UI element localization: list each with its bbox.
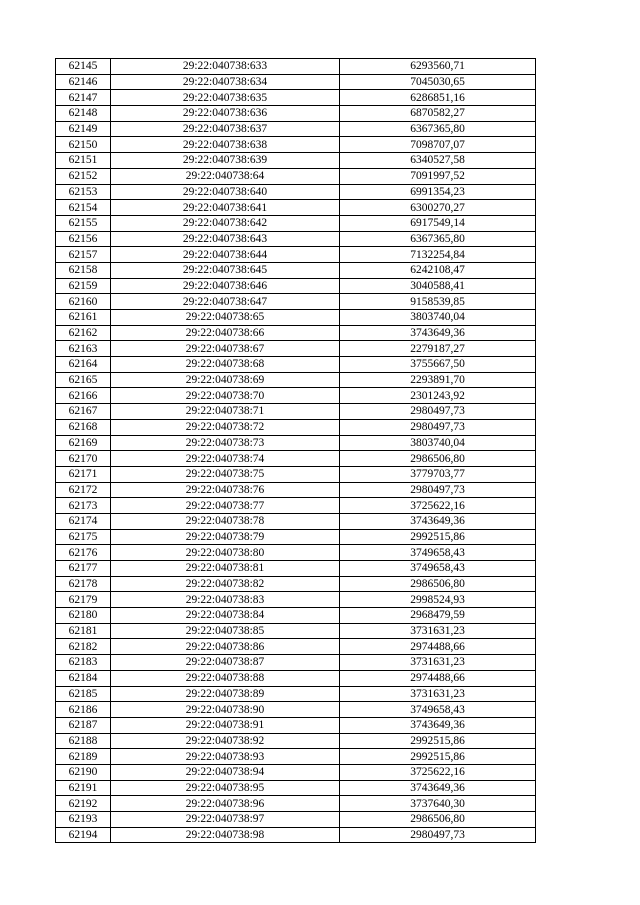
- table-row: [56, 294, 536, 310]
- cadastral-number-cell: 29:22:040738:93: [111, 749, 340, 765]
- row-number-cell: 62172: [56, 482, 111, 498]
- cadastral-number-cell: 29:22:040738:639: [111, 153, 340, 169]
- row-number-cell: 62193: [56, 812, 111, 828]
- cadastral-number-cell: 29:22:040738:637: [111, 121, 340, 137]
- table-row: [56, 357, 536, 373]
- cadastral-number-cell: 29:22:040738:634: [111, 74, 340, 90]
- table-row: [56, 529, 536, 545]
- cadastral-number-cell: 29:22:040738:68: [111, 357, 340, 373]
- table-row: [56, 341, 536, 357]
- row-number-cell: 62157: [56, 247, 111, 263]
- cadastral-number-cell: 29:22:040738:647: [111, 294, 340, 310]
- cadastral-number-cell: 29:22:040738:86: [111, 639, 340, 655]
- value-cell: 3731631,23: [340, 623, 536, 639]
- cadastral-number-cell: 29:22:040738:69: [111, 372, 340, 388]
- row-number-cell: 62149: [56, 121, 111, 137]
- row-number-cell: 62192: [56, 796, 111, 812]
- cadastral-number-cell: 29:22:040738:64: [111, 168, 340, 184]
- value-cell: 3725622,16: [340, 498, 536, 514]
- value-cell: 6293560,71: [340, 59, 536, 75]
- cadastral-number-cell: 29:22:040738:73: [111, 435, 340, 451]
- value-cell: 3755667,50: [340, 357, 536, 373]
- value-cell: 3803740,04: [340, 310, 536, 326]
- cadastral-number-cell: 29:22:040738:72: [111, 419, 340, 435]
- table-row: [56, 451, 536, 467]
- value-cell: 2986506,80: [340, 576, 536, 592]
- table-body: [56, 59, 536, 843]
- row-number-cell: 62183: [56, 655, 111, 671]
- row-number-cell: 62170: [56, 451, 111, 467]
- value-cell: 6917549,14: [340, 215, 536, 231]
- value-cell: 3731631,23: [340, 686, 536, 702]
- value-cell: 3040588,41: [340, 278, 536, 294]
- value-cell: 3749658,43: [340, 702, 536, 718]
- table-row: [56, 513, 536, 529]
- value-cell: 7098707,07: [340, 137, 536, 153]
- cadastral-number-cell: 29:22:040738:96: [111, 796, 340, 812]
- row-number-cell: 62182: [56, 639, 111, 655]
- value-cell: 2986506,80: [340, 812, 536, 828]
- value-cell: 3737640,30: [340, 796, 536, 812]
- row-number-cell: 62153: [56, 184, 111, 200]
- table-row: [56, 74, 536, 90]
- cadastral-number-cell: 29:22:040738:84: [111, 608, 340, 624]
- table-row: [56, 545, 536, 561]
- value-cell: 6367365,80: [340, 121, 536, 137]
- value-cell: 3743649,36: [340, 513, 536, 529]
- row-number-cell: 62190: [56, 764, 111, 780]
- value-cell: 3743649,36: [340, 780, 536, 796]
- cadastral-number-cell: 29:22:040738:88: [111, 670, 340, 686]
- table-row: [56, 796, 536, 812]
- table-row: [56, 780, 536, 796]
- table-row: [56, 561, 536, 577]
- row-number-cell: 62179: [56, 592, 111, 608]
- row-number-cell: 62191: [56, 780, 111, 796]
- cadastral-number-cell: 29:22:040738:638: [111, 137, 340, 153]
- table-row: [56, 466, 536, 482]
- value-cell: 2293891,70: [340, 372, 536, 388]
- value-cell: 6991354,23: [340, 184, 536, 200]
- row-number-cell: 62145: [56, 59, 111, 75]
- cadastral-number-cell: 29:22:040738:80: [111, 545, 340, 561]
- row-number-cell: 62176: [56, 545, 111, 561]
- cadastral-value-table: [55, 58, 536, 843]
- cadastral-number-cell: 29:22:040738:635: [111, 90, 340, 106]
- table-row: [56, 153, 536, 169]
- row-number-cell: 62151: [56, 153, 111, 169]
- row-number-cell: 62167: [56, 404, 111, 420]
- value-cell: 3749658,43: [340, 545, 536, 561]
- value-cell: 2980497,73: [340, 404, 536, 420]
- value-cell: 3743649,36: [340, 325, 536, 341]
- row-number-cell: 62156: [56, 231, 111, 247]
- row-number-cell: 62178: [56, 576, 111, 592]
- cadastral-number-cell: 29:22:040738:98: [111, 827, 340, 843]
- value-cell: 2980497,73: [340, 482, 536, 498]
- table-row: [56, 608, 536, 624]
- value-cell: 7091997,52: [340, 168, 536, 184]
- value-cell: 6340527,58: [340, 153, 536, 169]
- row-number-cell: 62147: [56, 90, 111, 106]
- table-row: [56, 717, 536, 733]
- row-number-cell: 62185: [56, 686, 111, 702]
- cadastral-number-cell: 29:22:040738:83: [111, 592, 340, 608]
- table-row: [56, 262, 536, 278]
- row-number-cell: 62187: [56, 717, 111, 733]
- table-row: [56, 655, 536, 671]
- table-row: [56, 325, 536, 341]
- table-row: [56, 310, 536, 326]
- row-number-cell: 62165: [56, 372, 111, 388]
- cadastral-number-cell: 29:22:040738:67: [111, 341, 340, 357]
- value-cell: 3803740,04: [340, 435, 536, 451]
- row-number-cell: 62152: [56, 168, 111, 184]
- table-row: [56, 137, 536, 153]
- cadastral-number-cell: 29:22:040738:71: [111, 404, 340, 420]
- cadastral-number-cell: 29:22:040738:643: [111, 231, 340, 247]
- value-cell: 3749658,43: [340, 561, 536, 577]
- row-number-cell: 62166: [56, 388, 111, 404]
- row-number-cell: 62150: [56, 137, 111, 153]
- table-row: [56, 90, 536, 106]
- cadastral-number-cell: 29:22:040738:75: [111, 466, 340, 482]
- table-row: [56, 388, 536, 404]
- row-number-cell: 62162: [56, 325, 111, 341]
- cadastral-number-cell: 29:22:040738:65: [111, 310, 340, 326]
- table-row: [56, 623, 536, 639]
- cadastral-number-cell: 29:22:040738:90: [111, 702, 340, 718]
- value-cell: 2992515,86: [340, 749, 536, 765]
- cadastral-number-cell: 29:22:040738:82: [111, 576, 340, 592]
- table-row: [56, 686, 536, 702]
- cadastral-number-cell: 29:22:040738:85: [111, 623, 340, 639]
- document-page: [55, 58, 536, 843]
- cadastral-number-cell: 29:22:040738:636: [111, 106, 340, 122]
- value-cell: 6286851,16: [340, 90, 536, 106]
- cadastral-number-cell: 29:22:040738:645: [111, 262, 340, 278]
- table-row: [56, 482, 536, 498]
- table-row: [56, 827, 536, 843]
- table-row: [56, 168, 536, 184]
- value-cell: 3731631,23: [340, 655, 536, 671]
- row-number-cell: 62163: [56, 341, 111, 357]
- table-row: [56, 812, 536, 828]
- row-number-cell: 62171: [56, 466, 111, 482]
- cadastral-number-cell: 29:22:040738:87: [111, 655, 340, 671]
- row-number-cell: 62194: [56, 827, 111, 843]
- cadastral-number-cell: 29:22:040738:78: [111, 513, 340, 529]
- row-number-cell: 62177: [56, 561, 111, 577]
- row-number-cell: 62148: [56, 106, 111, 122]
- table-row: [56, 576, 536, 592]
- value-cell: 3725622,16: [340, 764, 536, 780]
- value-cell: 2980497,73: [340, 827, 536, 843]
- table-row: [56, 278, 536, 294]
- cadastral-number-cell: 29:22:040738:81: [111, 561, 340, 577]
- row-number-cell: 62169: [56, 435, 111, 451]
- row-number-cell: 62184: [56, 670, 111, 686]
- cadastral-number-cell: 29:22:040738:640: [111, 184, 340, 200]
- value-cell: 2992515,86: [340, 733, 536, 749]
- cadastral-number-cell: 29:22:040738:70: [111, 388, 340, 404]
- value-cell: 3743649,36: [340, 717, 536, 733]
- table-row: [56, 498, 536, 514]
- cadastral-number-cell: 29:22:040738:92: [111, 733, 340, 749]
- table-row: [56, 215, 536, 231]
- cadastral-number-cell: 29:22:040738:646: [111, 278, 340, 294]
- cadastral-number-cell: 29:22:040738:97: [111, 812, 340, 828]
- cadastral-number-cell: 29:22:040738:74: [111, 451, 340, 467]
- row-number-cell: 62159: [56, 278, 111, 294]
- value-cell: 2986506,80: [340, 451, 536, 467]
- value-cell: 7132254,84: [340, 247, 536, 263]
- cadastral-number-cell: 29:22:040738:91: [111, 717, 340, 733]
- cadastral-number-cell: 29:22:040738:633: [111, 59, 340, 75]
- table-row: [56, 184, 536, 200]
- value-cell: 9158539,85: [340, 294, 536, 310]
- row-number-cell: 62155: [56, 215, 111, 231]
- row-number-cell: 62161: [56, 310, 111, 326]
- row-number-cell: 62181: [56, 623, 111, 639]
- cadastral-number-cell: 29:22:040738:641: [111, 200, 340, 216]
- row-number-cell: 62174: [56, 513, 111, 529]
- table-row: [56, 59, 536, 75]
- value-cell: 2998524,93: [340, 592, 536, 608]
- value-cell: 2974488,66: [340, 670, 536, 686]
- row-number-cell: 62175: [56, 529, 111, 545]
- value-cell: 3779703,77: [340, 466, 536, 482]
- row-number-cell: 62154: [56, 200, 111, 216]
- table-row: [56, 200, 536, 216]
- table-row: [56, 121, 536, 137]
- value-cell: 6300270,27: [340, 200, 536, 216]
- value-cell: 2301243,92: [340, 388, 536, 404]
- row-number-cell: 62186: [56, 702, 111, 718]
- value-cell: 7045030,65: [340, 74, 536, 90]
- table-row: [56, 419, 536, 435]
- table-row: [56, 764, 536, 780]
- cadastral-number-cell: 29:22:040738:642: [111, 215, 340, 231]
- row-number-cell: 62164: [56, 357, 111, 373]
- table-row: [56, 592, 536, 608]
- table-row: [56, 733, 536, 749]
- row-number-cell: 62158: [56, 262, 111, 278]
- cadastral-number-cell: 29:22:040738:77: [111, 498, 340, 514]
- row-number-cell: 62188: [56, 733, 111, 749]
- table-row: [56, 404, 536, 420]
- value-cell: 6367365,80: [340, 231, 536, 247]
- row-number-cell: 62173: [56, 498, 111, 514]
- table-row: [56, 372, 536, 388]
- cadastral-number-cell: 29:22:040738:66: [111, 325, 340, 341]
- value-cell: 6242108,47: [340, 262, 536, 278]
- table-row: [56, 702, 536, 718]
- table-row: [56, 231, 536, 247]
- row-number-cell: 62160: [56, 294, 111, 310]
- value-cell: 2968479,59: [340, 608, 536, 624]
- cadastral-number-cell: 29:22:040738:644: [111, 247, 340, 263]
- value-cell: 2992515,86: [340, 529, 536, 545]
- cadastral-number-cell: 29:22:040738:79: [111, 529, 340, 545]
- table-row: [56, 106, 536, 122]
- table-row: [56, 435, 536, 451]
- row-number-cell: 62180: [56, 608, 111, 624]
- value-cell: 2980497,73: [340, 419, 536, 435]
- table-row: [56, 247, 536, 263]
- row-number-cell: 62189: [56, 749, 111, 765]
- cadastral-number-cell: 29:22:040738:89: [111, 686, 340, 702]
- value-cell: 2279187,27: [340, 341, 536, 357]
- value-cell: 6870582,27: [340, 106, 536, 122]
- value-cell: 2974488,66: [340, 639, 536, 655]
- cadastral-number-cell: 29:22:040738:76: [111, 482, 340, 498]
- table-row: [56, 670, 536, 686]
- cadastral-number-cell: 29:22:040738:95: [111, 780, 340, 796]
- cadastral-number-cell: 29:22:040738:94: [111, 764, 340, 780]
- table-row: [56, 639, 536, 655]
- table-row: [56, 749, 536, 765]
- row-number-cell: 62168: [56, 419, 111, 435]
- row-number-cell: 62146: [56, 74, 111, 90]
